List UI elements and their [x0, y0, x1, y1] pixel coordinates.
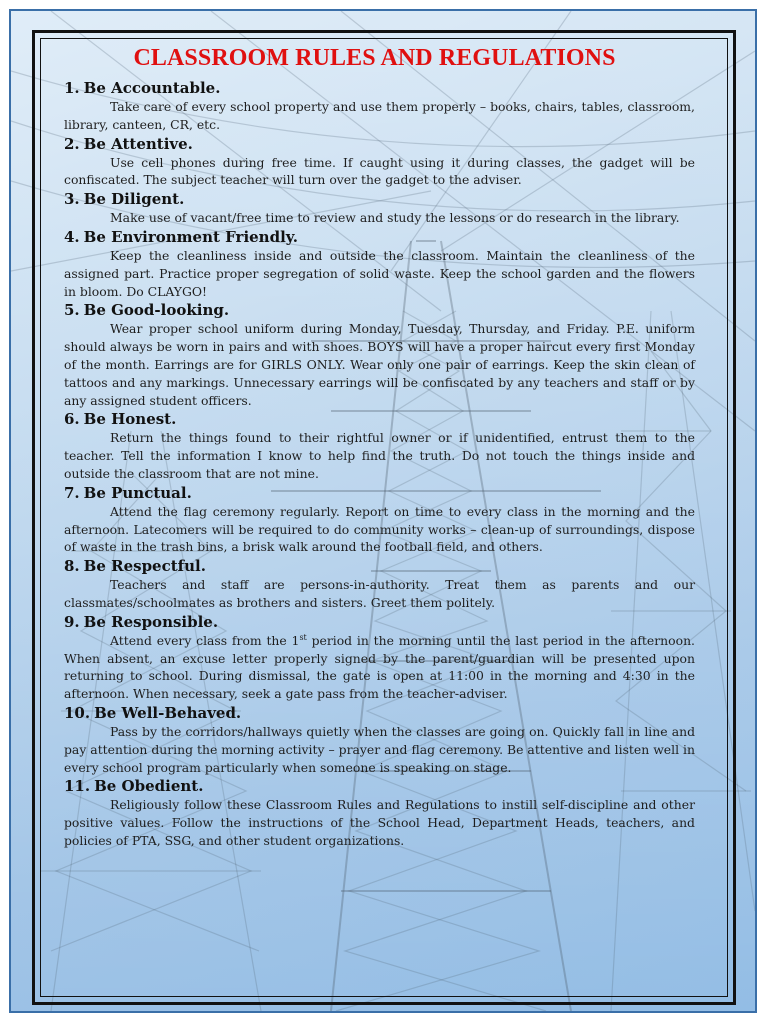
rule-10 [64, 704, 695, 776]
rule-title: Be Respectful. [83, 557, 206, 576]
rule-number: 1. [64, 79, 80, 97]
rule-heading [64, 557, 695, 576]
rule-title: Be Attentive. [83, 134, 193, 153]
rule-number: 5. [64, 301, 80, 320]
rule-8 [64, 557, 695, 612]
rule-title: Be Environment Friendly. [83, 227, 298, 246]
rule-heading [64, 79, 695, 98]
rule-text: Return the things found to their rightful owner or if unidentified, entrust them to the teacher. Tell the information I know to help find the truth. Do not touch the things inside and outside the classroom that are not mine. [64, 430, 695, 481]
rule-heading [64, 301, 695, 320]
rule-heading [64, 484, 695, 503]
rule-title: Be Responsible. [83, 612, 219, 631]
rule-number: 2. [64, 134, 80, 153]
rule-number: 6. [64, 410, 80, 429]
rule-title: Be Honest. [83, 410, 177, 429]
rule-6 [64, 410, 695, 482]
rule-number: 11. [64, 777, 91, 796]
rule-heading [64, 190, 695, 209]
rule-3 [64, 190, 695, 227]
rule-text: Keep the cleanliness inside and outside the classroom. Maintain the cleanliness of the assigned part. Practice proper segregation of solid waste. Keep the school garden and the flowers in bloom. Do CLAYGO! [64, 247, 695, 299]
rule-text: Use cell phones during free time. If caught using it during classes, the gadget will be confiscated. The subject teacher will turn over the gadget to the adviser. [64, 154, 695, 188]
rule-text: Wear proper school uniform during Monday, Tuesday, Thursday, and Friday. P.E. uniform should always be worn in pairs and with shoes. BOYS will have a proper haircut every first Monday of the month. Earrings are for GIRLS ONLY. Wear only one pair of earrings. Keep the skin clean of tattoos and any markings. Unnecessary earrings will be confiscated by any teachers and staff or by any assigned student officers. [64, 321, 695, 408]
rule-heading [64, 135, 695, 154]
rule-9 [64, 613, 695, 703]
rule-text [64, 632, 695, 703]
rule-text: Attend the flag ceremony regularly. Report on time to every class in the morning and the afternoon. Latecomers will be required to do community works – clean-up of surroundings, dispose of waste in the trash bins, a brisk walk around the football field, and others. [64, 503, 695, 555]
rule-number: 7. [64, 483, 80, 502]
rule-2 [64, 135, 695, 190]
rule-title: Be Good-looking. [83, 301, 230, 320]
rule-7 [64, 484, 695, 556]
rule-title: Be Punctual. [83, 483, 192, 502]
rule-number: 3. [64, 190, 80, 209]
rule-title: Be Obedient. [94, 777, 204, 796]
rule-text: Teachers and staff are persons-in-authority. Treat them as parents and our classmates/schoolmates as brothers and sisters. Greet them politely. [64, 577, 695, 610]
rule-number: 4. [64, 227, 80, 246]
rule-5 [64, 301, 695, 409]
rule-text: Take care of every school property and use them properly – books, chairs, tables, classroom, library, canteen, CR, etc. [64, 99, 695, 132]
rules-content [64, 43, 695, 851]
rule-4 [64, 228, 695, 300]
rule-number: 9. [64, 612, 80, 631]
rule-text-part: period in the morning until the last period in the afternoon. When absent, an excuse letter properly signed by the parent/guardian will be presented upon returning to school. During dismissal, the gate is open at 11:00 in the morning and 4:30 in the afternoon. When necessary, seek a gate pass from the teacher-adviser. [64, 632, 695, 702]
rule-11 [64, 777, 695, 849]
rule-title: Be Diligent. [83, 190, 185, 209]
rule-number: 8. [64, 557, 80, 576]
rule-text-part: Attend every class from the 1 [110, 632, 300, 648]
rule-text: Religiously follow these Classroom Rules and Regulations to instill self-discipline and other positive values. Follow the instructions of the School Head, Department Heads, teachers, and policies of PTA, SSG, and other student organizations. [64, 797, 695, 848]
rule-text: Pass by the corridors/hallways quietly when the classes are going on. Quickly fall in line and pay attention during the morning activity – prayer and flag ceremony. Be attentive and listen well in every school program particularly when someone is speaking on stage. [64, 723, 695, 775]
ordinal-suffix: st [299, 632, 307, 642]
rule-text: Make use of vacant/free time to review and study the lessons or do research in the library. [110, 210, 680, 226]
rule-heading [64, 410, 695, 429]
page-title: CLASSROOM RULES AND REGULATIONS [133, 45, 616, 71]
rule-heading [64, 228, 695, 247]
rule-title: Be Well-Behaved. [94, 703, 242, 722]
rule-number: 10. [64, 703, 91, 722]
rule-1 [64, 79, 695, 134]
rule-heading [64, 704, 695, 723]
rule-heading [64, 777, 695, 796]
rule-heading [64, 613, 695, 632]
rule-title: Be Accountable. [83, 79, 221, 97]
